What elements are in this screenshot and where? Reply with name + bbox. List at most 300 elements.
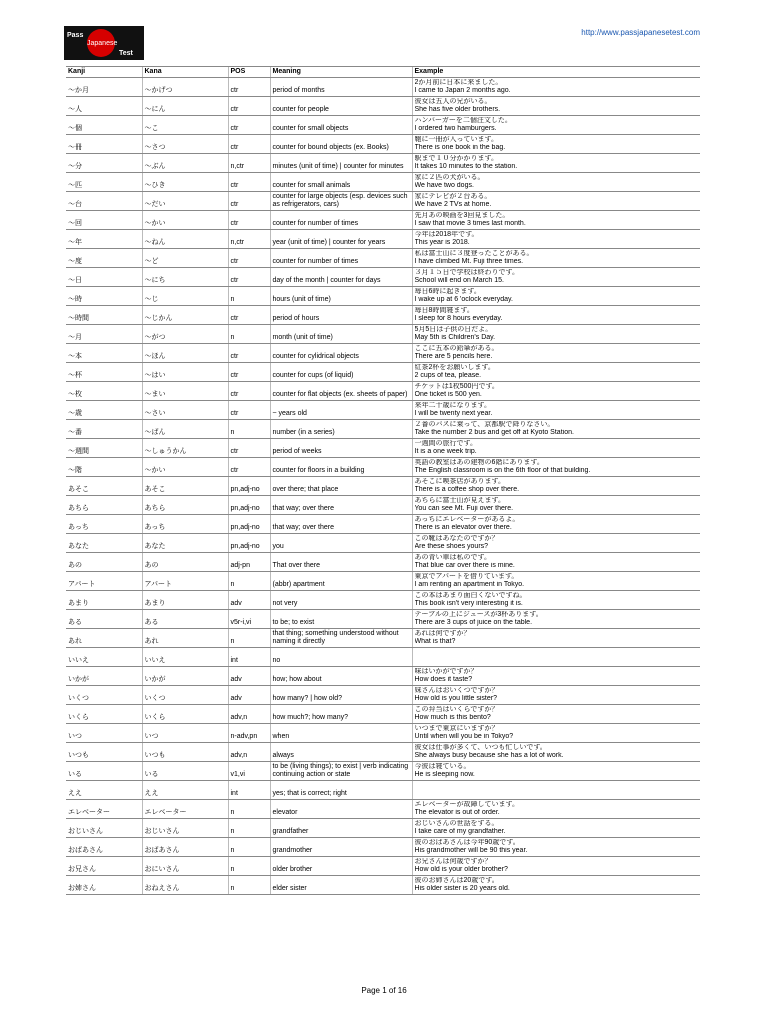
cell-kana: ～じ [142,287,228,306]
cell-kana: ええ [142,781,228,800]
cell-kana: あちら [142,496,228,515]
table-row [66,458,700,477]
cell-kana: いる [142,762,228,781]
cell-kanji: エレベーター [66,800,142,819]
cell-kana: あそこ [142,477,228,496]
example-english: 2 cups of tea, please. [414,372,482,379]
cell-pos: ctr [228,268,270,287]
example-english: I am renting an apartment in Tokyo. [414,581,525,588]
cell-meaning: That over there [270,553,412,572]
cell-kanji: ～番 [66,420,142,439]
cell-meaning: period of weeks [270,439,412,458]
cell-example [412,838,700,857]
table-row [66,705,700,724]
example-japanese: 毎日8時間寝ます。 [414,307,474,314]
header-pos: POS [228,67,270,78]
table-row [66,420,700,439]
example-english: I wake up at 6 'oclock everyday. [414,296,513,303]
cell-kanji: あちら [66,496,142,515]
cell-kanji: あっち [66,515,142,534]
cell-pos: adv [228,667,270,686]
table-row [66,515,700,534]
cell-kanji: ある [66,610,142,629]
cell-meaning: number (in a series) [270,420,412,439]
cell-meaning: counter for flat objects (ex. sheets of paper) [270,382,412,401]
cell-kanji: アパート [66,572,142,591]
table-row [66,762,700,781]
cell-pos: v5r-i,vi [228,610,270,629]
cell-kana: あれ [142,629,228,648]
header-kana: Kana [142,67,228,78]
cell-example [412,363,700,382]
example-english: Take the number 2 bus and get off at Kyoto Station. [414,429,574,436]
cell-pos: ctr [228,135,270,154]
vocabulary-table [66,66,700,895]
cell-kanji: あまり [66,591,142,610]
example-japanese: 彼のお姉さんは20歳です。 [414,877,499,884]
cell-example [412,477,700,496]
cell-example [412,154,700,173]
cell-meaning: to be (living things); to exist | verb indicating continuing action or state [270,762,412,781]
cell-pos: ctr [228,458,270,477]
cell-example [412,249,700,268]
cell-example [412,344,700,363]
example-japanese: 味はいかがですか？ [414,668,478,675]
cell-pos: ctr [228,344,270,363]
example-japanese: あそこに喫茶店があります。 [414,478,505,485]
cell-kana: ～ぶん [142,154,228,173]
cell-example [412,306,700,325]
cell-example [412,116,700,135]
cell-kanji: ～度 [66,249,142,268]
cell-pos: n [228,325,270,344]
cell-example [412,135,700,154]
cell-meaning: month (unit of time) [270,325,412,344]
example-japanese: お兄さんは何歳ですか？ [414,858,492,865]
cell-kana: ～ばん [142,420,228,439]
cell-meaning: period of months [270,78,412,97]
example-japanese: あちらに富士山が見えます。 [414,497,505,504]
cell-meaning: older brother [270,857,412,876]
table-row [66,211,700,230]
example-japanese: 先月あの映画を3回見ました。 [414,212,510,219]
cell-kana: ～にん [142,97,228,116]
cell-example [412,610,700,629]
example-japanese: ハンバーガーを二個注文した。 [414,117,512,124]
example-japanese: この靴はあなたのですか？ [414,535,499,542]
cell-pos: n [228,287,270,306]
example-japanese: 妹さんはおいくつですか？ [414,687,499,694]
cell-kana: ～こ [142,116,228,135]
example-english: School will end on March 15. [414,277,504,284]
table-row [66,230,700,249]
cell-kanji: おじいさん [66,819,142,838]
cell-example [412,667,700,686]
cell-kana: ～ひき [142,173,228,192]
cell-kanji: いかが [66,667,142,686]
example-japanese: 毎日6時に起きます。 [414,288,481,295]
table-row [66,363,700,382]
cell-example [412,591,700,610]
example-english: I came to Japan 2 months ago. [414,87,511,94]
logo-text-test: Test [119,50,133,57]
example-english: That blue car over there is mine. [414,562,515,569]
example-english: What is that? [414,638,456,645]
header-example: Example [412,67,700,78]
cell-kanji: いいえ [66,648,142,667]
cell-meaning: counter for number of times [270,249,412,268]
cell-meaning: when [270,724,412,743]
cell-meaning: year (unit of time) | counter for years [270,230,412,249]
example-english: It takes 10 minutes to the station. [414,163,518,170]
cell-example [412,800,700,819]
cell-meaning: period of hours [270,306,412,325]
example-english: I have climbed Mt. Fuji three times. [414,258,524,265]
cell-pos: ctr [228,97,270,116]
example-japanese: 英語の教室はあの建物の6階にあります。 [414,459,544,466]
table-row [66,116,700,135]
example-english: I sleep for 8 hours everyday. [414,315,503,322]
cell-kana: ～にち [142,268,228,287]
cell-kana: ～まい [142,382,228,401]
table-row [66,610,700,629]
cell-kanji: ～年 [66,230,142,249]
table-row [66,268,700,287]
cell-pos: ctr [228,439,270,458]
table-row [66,287,700,306]
cell-kana: ～かい [142,211,228,230]
cell-pos: v1,vi [228,762,270,781]
table-row [66,249,700,268]
example-english: There are 3 cups of juice on the table. [414,619,533,626]
cell-kanji: ～時 [66,287,142,306]
cell-pos: n,ctr [228,154,270,173]
cell-example [412,230,700,249]
cell-pos: adv [228,591,270,610]
cell-example [412,572,700,591]
cell-pos: ctr [228,116,270,135]
cell-pos: adv,n [228,705,270,724]
cell-kanji: ～杯 [66,363,142,382]
cell-example [412,496,700,515]
cell-meaning: how many? | how old? [270,686,412,705]
example-japanese: 鞄に一冊が入っています。 [414,136,498,143]
cell-example [412,648,700,667]
cell-kana: ～じかん [142,306,228,325]
cell-meaning: over there; that place [270,477,412,496]
example-japanese: 彼女は仕事が多くて、いつも忙しいです。 [414,744,547,751]
example-japanese: おじいさんの世話をする。 [414,820,499,827]
cell-example [412,743,700,762]
table-row [66,648,700,667]
cell-kana: ～さつ [142,135,228,154]
cell-kana: いつも [142,743,228,762]
cell-pos: n [228,572,270,591]
table-row [66,192,700,211]
cell-meaning: counter for cylidrical objects [270,344,412,363]
cell-pos: n [228,838,270,857]
cell-kana: いつ [142,724,228,743]
cell-kanji: お姉さん [66,876,142,895]
example-japanese: 今彼は寝ている。 [414,763,471,770]
example-japanese: ここに五本の鉛筆がある。 [414,345,499,352]
cell-kanji: ～人 [66,97,142,116]
cell-example [412,553,700,572]
table-row [66,496,700,515]
cell-example [412,534,700,553]
cell-kana: ～しゅうかん [142,439,228,458]
cell-meaning: counter for small animals [270,173,412,192]
cell-meaning: counter for cups (of liquid) [270,363,412,382]
cell-kanji: おばあさん [66,838,142,857]
cell-kanji: ～階 [66,458,142,477]
example-english: We have 2 TVs at home. [414,201,492,208]
cell-pos: int [228,648,270,667]
example-english: There is a coffee shop over there. [414,486,520,493]
example-english: I saw that movie 3 times last month. [414,220,526,227]
cell-meaning: that way; over there [270,515,412,534]
cell-kana: あまり [142,591,228,610]
example-japanese: 家に２匹の犬がいる。 [414,174,485,181]
cell-kana: おねえさん [142,876,228,895]
cell-meaning: counter for small objects [270,116,412,135]
cell-meaning: that thing; something understood without naming it directly [270,629,412,648]
cell-meaning: counter for people [270,97,412,116]
cell-kana: いかが [142,667,228,686]
table-row [66,743,700,762]
cell-example [412,629,700,648]
cell-kanji: ～日 [66,268,142,287]
cell-pos: pn,adj-no [228,534,270,553]
cell-kanji: ～歳 [66,401,142,420]
example-english: There is one book in the bag. [414,144,506,151]
cell-example [412,287,700,306]
cell-kana: ～かげつ [142,78,228,97]
example-japanese: ２番のバスに乗って、京都駅で降りなさい。 [414,421,555,428]
cell-example [412,325,700,344]
cell-meaning: no [270,648,412,667]
cell-kanji: あの [66,553,142,572]
cell-kana: ～かい [142,458,228,477]
cell-pos: ctr [228,401,270,420]
cell-pos: adv,n [228,743,270,762]
table-row [66,344,700,363]
example-english: I will be twenty next year. [414,410,493,417]
example-english: You can see Mt. Fuji over there. [414,505,514,512]
header-kanji: Kanji [66,67,142,78]
cell-pos: ctr [228,249,270,268]
cell-meaning: ~ years old [270,401,412,420]
cell-meaning: not very [270,591,412,610]
example-english: The English classroom is on the 6th floor of that building. [414,467,591,474]
example-english: This year is 2018. [414,239,470,246]
table-row [66,173,700,192]
cell-kanji: ～匹 [66,173,142,192]
cell-kanji: いくつ [66,686,142,705]
cell-example [412,876,700,895]
cell-kana: おばあさん [142,838,228,857]
example-english: He is sleeping now. [414,771,475,778]
example-japanese: テーブルの上にジュースが3杯あります。 [414,611,543,618]
cell-example [412,686,700,705]
table-row [66,781,700,800]
example-english: Until when will you be in Tokyo? [414,733,514,740]
table-row [66,135,700,154]
cell-kanji: いつ [66,724,142,743]
cell-kanji: ～個 [66,116,142,135]
example-japanese: あの青い車は私のです。 [414,554,491,561]
cell-example [412,173,700,192]
cell-kana: いいえ [142,648,228,667]
example-japanese: あっちにエレベーターがあるよ。 [414,516,520,523]
cell-meaning: grandmother [270,838,412,857]
cell-kanji: ～分 [66,154,142,173]
cell-kana: あなた [142,534,228,553]
cell-meaning: minutes (unit of time) | counter for minutes [270,154,412,173]
table-row [66,800,700,819]
example-japanese: チケットは1枚500円です。 [414,383,499,390]
cell-kana: あっち [142,515,228,534]
example-english: We have two dogs. [414,182,474,189]
cell-kanji: いる [66,762,142,781]
example-english: She always busy because she has a lot of work. [414,752,564,759]
cell-pos: ctr [228,306,270,325]
example-english: His older sister is 20 years old. [414,885,510,892]
table-row [66,629,700,648]
example-english: How old is you little sister? [414,695,497,702]
cell-pos: n [228,857,270,876]
cell-example [412,724,700,743]
cell-kanji: いつも [66,743,142,762]
cell-kana: ～ど [142,249,228,268]
cell-pos: n [228,420,270,439]
example-japanese: 駅まで１０分かかります。 [414,155,498,162]
example-japanese: 5月5日は子供の日だよ。 [414,326,493,333]
cell-example [412,420,700,439]
cell-pos: pn,adj-no [228,477,270,496]
cell-pos: n [228,629,270,648]
cell-kanji: あなた [66,534,142,553]
example-english: The elevator is out of order. [414,809,500,816]
cell-meaning: (abbr) apartment [270,572,412,591]
table-row [66,857,700,876]
cell-meaning: always [270,743,412,762]
cell-pos: adv [228,686,270,705]
cell-kanji: ～月 [66,325,142,344]
example-english: How old is your older brother? [414,866,508,873]
example-english: I ordered two hamburgers. [414,125,497,132]
cell-example [412,211,700,230]
cell-example [412,458,700,477]
cell-pos: n [228,819,270,838]
example-japanese: 紅茶2杯をお願いします。 [414,364,495,371]
cell-pos: pn,adj-no [228,515,270,534]
cell-example [412,382,700,401]
cell-kanji: お兄さん [66,857,142,876]
example-japanese: 今年は2018年です。 [414,231,479,238]
cell-meaning: how; how about [270,667,412,686]
cell-kana: おじいさん [142,819,228,838]
cell-kana: いくら [142,705,228,724]
header-meaning: Meaning [270,67,412,78]
example-japanese: この弁当はいくらですか？ [414,706,499,713]
table-row [66,325,700,344]
cell-kanji: ～週間 [66,439,142,458]
example-english: This book isn't very interesting it is. [414,600,523,607]
cell-example [412,762,700,781]
example-japanese: 彼女は五人の兄がいる。 [414,98,492,105]
example-japanese: 来年二十歳になります。 [414,402,491,409]
example-japanese: 家にテレビが２台ある。 [414,193,492,200]
cell-meaning: you [270,534,412,553]
example-english: One ticket is 500 yen. [414,391,482,398]
table-row [66,819,700,838]
cell-pos: ctr [228,382,270,401]
cell-kanji: ～冊 [66,135,142,154]
logo-text-pass: Pass [67,32,84,39]
example-english: Are these shoes yours? [414,543,489,550]
cell-pos: int [228,781,270,800]
page-number: Page 1 of 16 [361,986,407,995]
cell-meaning: grandfather [270,819,412,838]
logo-text-japanese: Japanese [87,40,118,47]
table-row [66,667,700,686]
cell-meaning: elevator [270,800,412,819]
example-english: I take care of my grandfather. [414,828,506,835]
cell-kana: エレベーター [142,800,228,819]
cell-meaning: day of the month | counter for days [270,268,412,287]
cell-kana: いくつ [142,686,228,705]
cell-kana: アパート [142,572,228,591]
example-english: There is an elevator over there. [414,524,512,531]
cell-kanji: あれ [66,629,142,648]
example-japanese: 私は富士山に３度登ったことがある。 [414,250,534,257]
table-row [66,306,700,325]
table-row [66,876,700,895]
cell-meaning: how much?; how many? [270,705,412,724]
cell-kana: おにいさん [142,857,228,876]
example-english: She has five older brothers. [414,106,501,113]
cell-kanji: ～回 [66,211,142,230]
cell-kana: あの [142,553,228,572]
cell-pos: ctr [228,211,270,230]
cell-meaning: counter for number of times [270,211,412,230]
cell-pos: n-adv,pn [228,724,270,743]
cell-pos: n,ctr [228,230,270,249]
cell-kanji: ええ [66,781,142,800]
cell-example [412,192,700,211]
cell-kana: ～ねん [142,230,228,249]
cell-kanji: ～時間 [66,306,142,325]
example-japanese: ３月１５日で学校は終わりです。 [414,269,519,276]
site-logo [64,26,144,60]
table-row [66,78,700,97]
cell-meaning: counter for large objects (esp. devices such as refrigerators, cars) [270,192,412,211]
table-row [66,686,700,705]
cell-kana: ～はい [142,363,228,382]
table-row [66,97,700,116]
table-row [66,553,700,572]
table-row [66,724,700,743]
cell-kana: ～がつ [142,325,228,344]
example-japanese: エレベーターが故障しています。 [414,801,519,808]
site-url-link[interactable]: http://www.passjapanesetest.com [581,28,700,37]
table-row [66,382,700,401]
cell-example [412,439,700,458]
example-japanese: いつまで東京にいますか？ [414,725,499,732]
cell-example [412,401,700,420]
cell-meaning: counter for floors in a building [270,458,412,477]
